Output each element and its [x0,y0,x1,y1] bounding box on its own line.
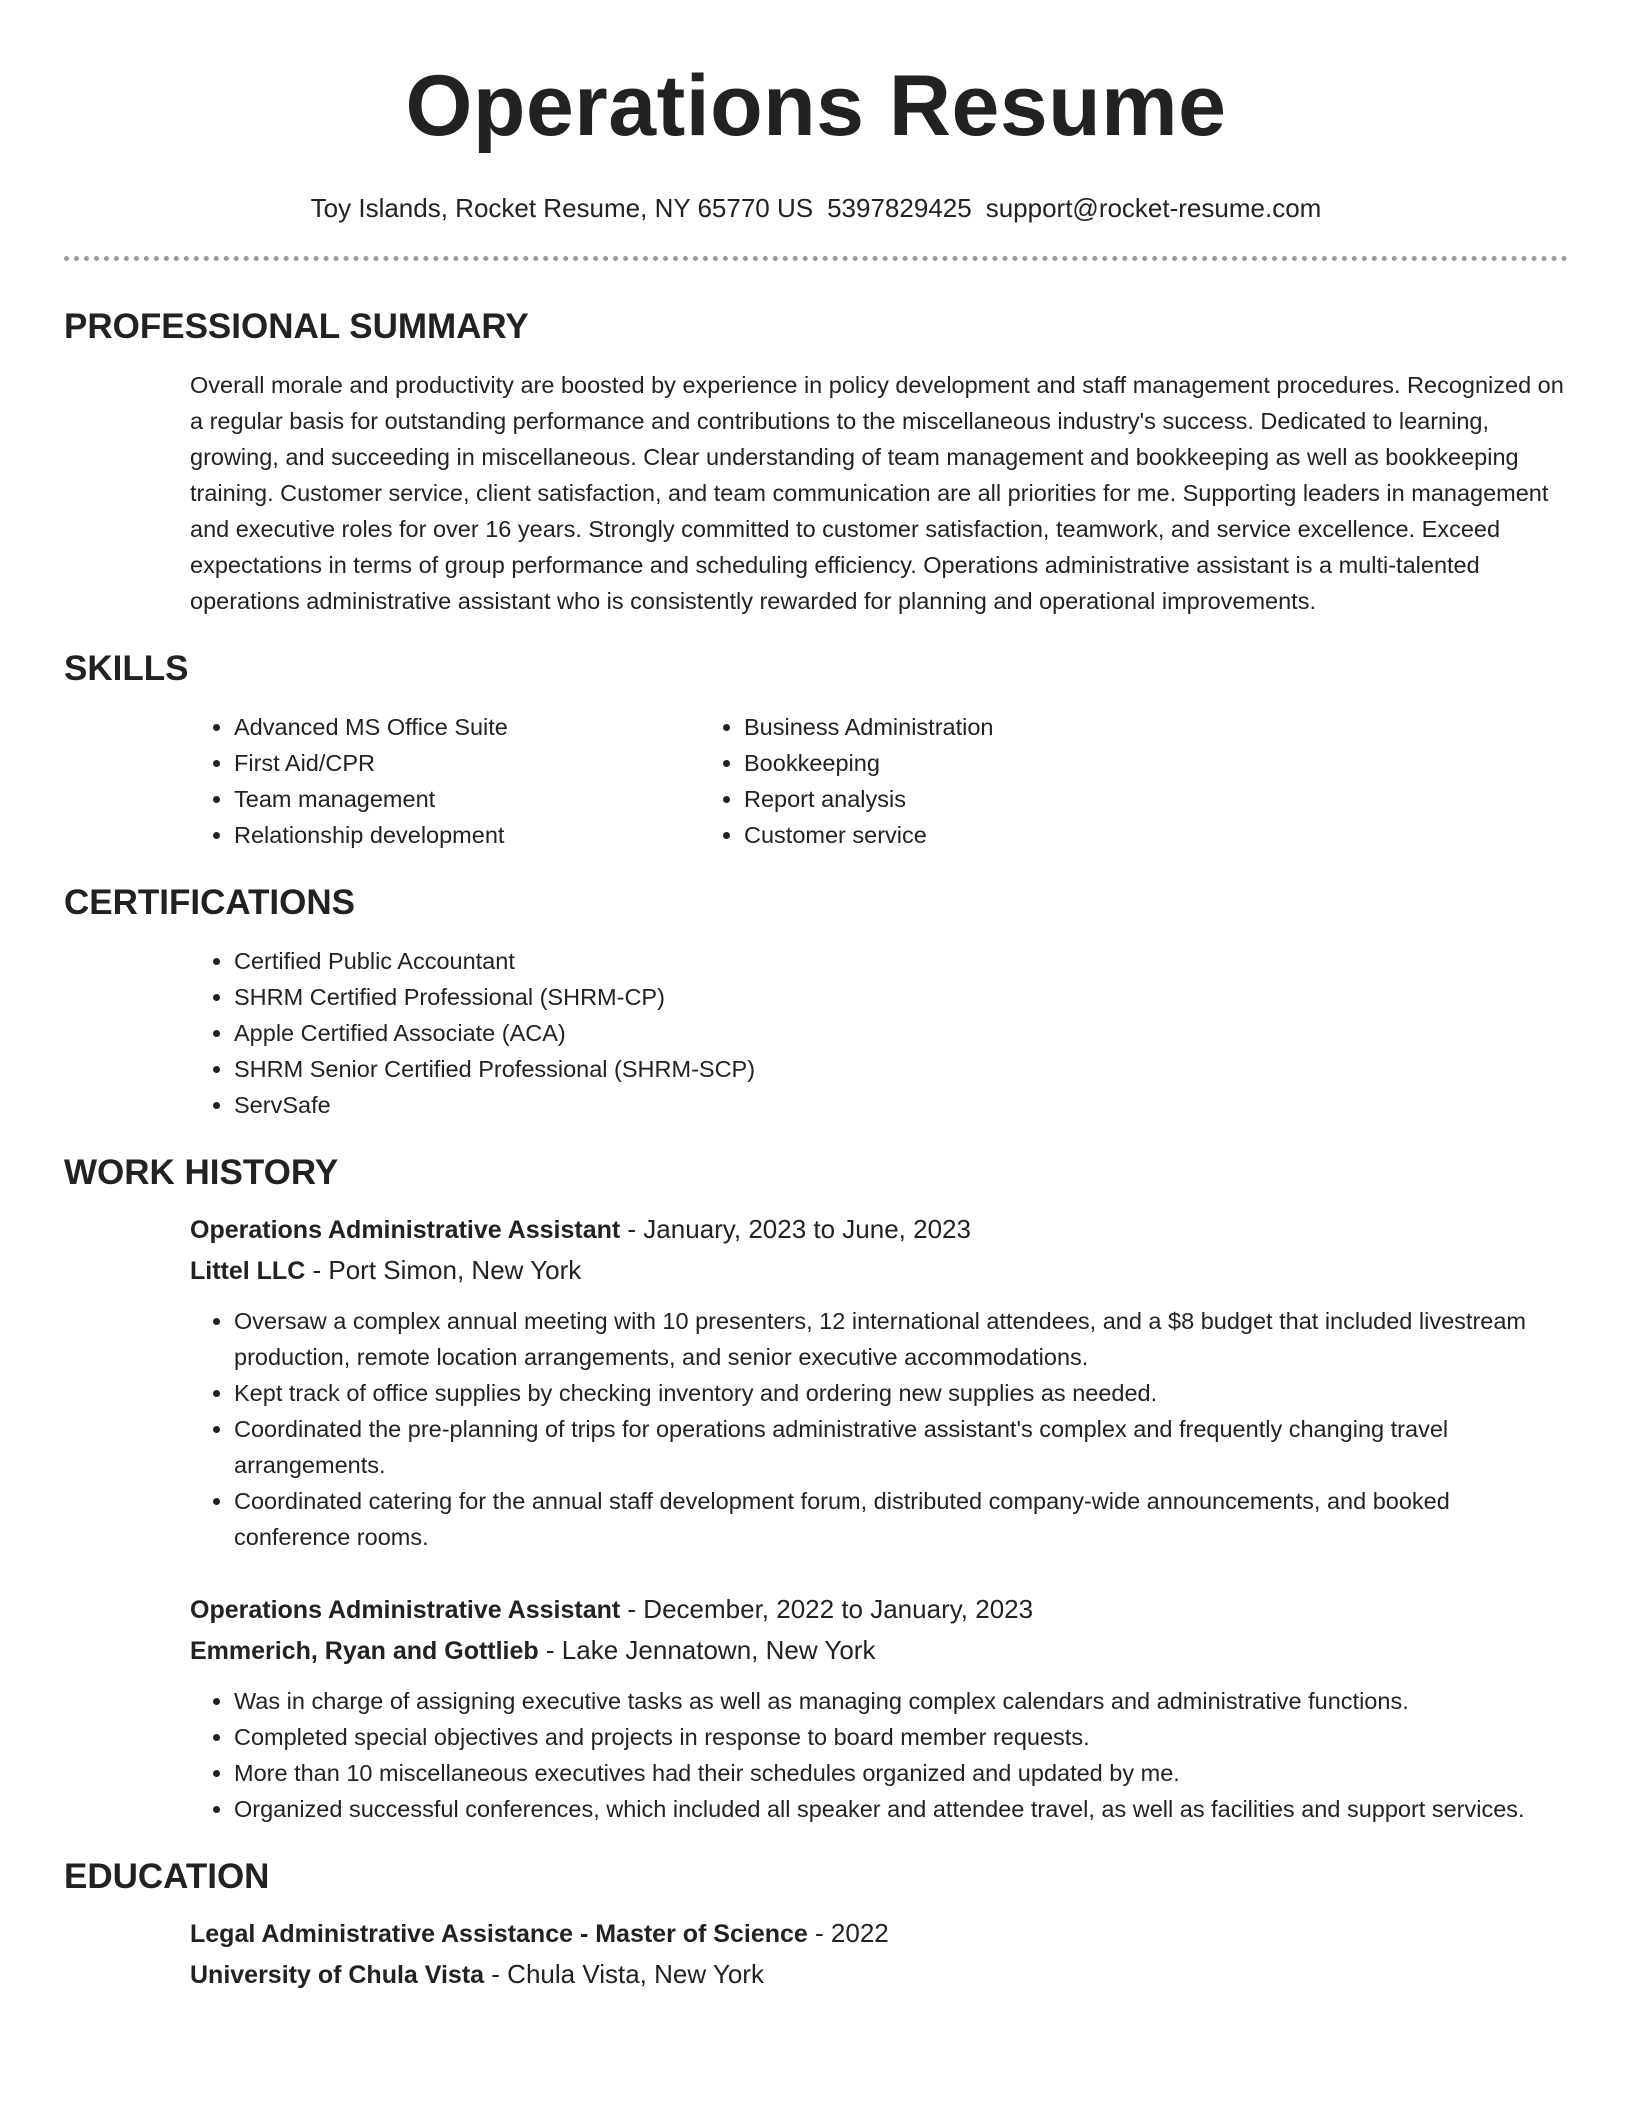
skill-item: • Business Administration [744,709,993,745]
certification-item: • SHRM Certified Professional (SHRM-CP) [234,979,1568,1015]
contact-address: Toy Islands, Rocket Resume, NY 65770 US [310,193,814,223]
education-entry [190,1913,1568,1995]
education-school-line [190,1954,1568,1995]
job-bullet: • Kept track of office supplies by checking inventory and ordering new supplies as needed. [234,1375,1568,1411]
education-school: University of Chula Vista [190,1961,485,1989]
job-title-line [190,1209,1568,1250]
skill-item: • First Aid/CPR [234,745,744,781]
job-dates: - December, 2022 to January, 2023 [620,1594,1034,1624]
job-bullets [190,1303,1568,1555]
skill-item: • Relationship development [234,817,744,853]
summary-section [64,305,1568,619]
job-title-line [190,1589,1568,1630]
job-entry [190,1589,1568,1827]
resume-title: Operations Resume [405,58,1227,154]
education-location: - Chula Vista, New York [484,1959,764,1989]
certification-item: • Certified Public Accountant [234,943,1568,979]
summary-heading: PROFESSIONAL SUMMARY [64,307,529,346]
skill-item: • Bookkeeping [744,745,993,781]
certification-item: • Apple Certified Associate (ACA) [234,1015,1568,1051]
job-role: Operations Administrative Assistant [190,1596,621,1624]
summary-text: Overall morale and productivity are boosted by experience in policy development and staff management procedures. Recognized on a regular basis for outstanding performance and contributions to the miscellaneous industry's success. Dedicated to learning, growing, and succeeding in miscellaneous. Clear understanding of team management and bookkeeping as well as bookkeeping training. Customer service, client satisfaction, and team communication are all priorities for me. Supporting leaders in management and executive roles for over 16 years. Strongly committed to customer satisfaction, teamwork, and service excellence. Exceed expectations in terms of group performance and scheduling efficiency. Operations administrative assistant is a multi-talented operations administrative assistant who is consistently rewarded for planning and operational improvements. [190,372,1564,614]
education-section [64,1855,1568,1995]
skills-grid [64,709,1568,853]
job-bullet: • More than 10 miscellaneous executives had their schedules organized and updated by me. [234,1755,1568,1791]
job-location: - Port Simon, New York [305,1255,582,1285]
skills-section [64,647,1568,853]
job-bullet: • Was in charge of assigning executive tasks as well as managing complex calendars and administrative functions. [234,1683,1568,1719]
skills-right-list [574,709,993,853]
job-bullet: • Coordinated the pre-planning of trips for operations administrative assistant's complex and frequently changing travel arrangements. [234,1411,1568,1483]
job-bullet: • Completed special objectives and projects in response to board member requests. [234,1719,1568,1755]
contact-phone: 5397829425 [827,193,972,223]
job-company-line [190,1630,1568,1671]
education-degree: Legal Administrative Assistance - Master of Science [190,1920,808,1948]
job-bullet: • Organized successful conferences, which included all speaker and attendee travel, as well as facilities and support services. [234,1791,1568,1827]
work-history-section [64,1151,1568,1827]
certification-item: • SHRM Senior Certified Professional (SHRM-SCP) [234,1051,1568,1087]
job-entry [190,1209,1568,1555]
contact-line [64,192,1568,224]
job-bullets [190,1683,1568,1827]
education-year: - 2022 [807,1918,889,1948]
job-bullet: • Oversaw a complex annual meeting with 10 presenters, 12 international attendees, and a $8 budget that included livestream production, remote location arrangements, and senior executive accommodations. [234,1303,1568,1375]
contact-email: support@rocket-resume.com [985,193,1322,223]
job-company: Emmerich, Ryan and Gottlieb [190,1637,539,1665]
education-heading: EDUCATION [64,1857,270,1896]
certifications-section [64,881,1568,1123]
certifications-list [64,943,1568,1123]
job-company-line [190,1250,1568,1291]
certification-item: • ServSafe [234,1087,1568,1123]
education-degree-line [190,1913,1568,1954]
skill-item: • Report analysis [744,781,993,817]
skill-item: • Advanced MS Office Suite [234,709,744,745]
certifications-heading: CERTIFICATIONS [64,883,356,922]
job-dates: - January, 2023 to June, 2023 [620,1214,971,1244]
skill-item: • Customer service [744,817,993,853]
skill-item: • Team management [234,781,744,817]
job-role: Operations Administrative Assistant [190,1216,621,1244]
job-company: Littel LLC [190,1257,306,1285]
job-bullet: • Coordinated catering for the annual staff development forum, distributed company-wide announcements, and booked conference rooms. [234,1483,1568,1555]
job-location: - Lake Jennatown, New York [538,1635,876,1665]
skills-heading: SKILLS [64,649,189,688]
header-divider [64,256,1568,261]
work-history-heading: WORK HISTORY [64,1153,339,1192]
